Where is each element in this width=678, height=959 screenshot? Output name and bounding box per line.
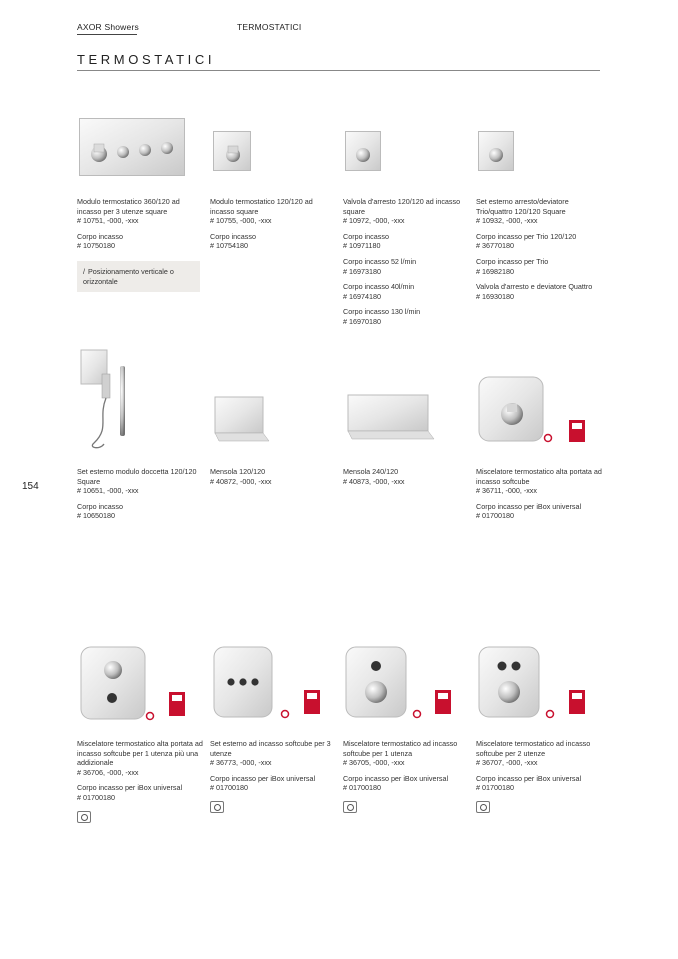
header-section: TERMOSTATICI xyxy=(237,22,302,32)
shower-module-handshower-image xyxy=(80,348,132,452)
part-label: Corpo incasso xyxy=(77,231,123,241)
product-code: # 10932, -000, -xxx xyxy=(476,216,538,226)
part-label: Valvola d'arresto e deviatore Quattro xyxy=(476,282,593,292)
product-40872 xyxy=(210,467,336,486)
product-name: Miscelatore termostatico alta portata ad incasso softcube per 1 utenza più una addizionale xyxy=(77,739,203,768)
product-36711 xyxy=(476,467,602,521)
product-10932 xyxy=(476,197,602,301)
softcube-thermostat-1-plus-1-image xyxy=(80,646,190,724)
trio-quattro-diverter-image xyxy=(478,131,514,171)
product-code: # 36711, -000, -xxx xyxy=(476,486,537,496)
ibox-icon xyxy=(77,811,91,823)
part-label: Corpo incasso per Trio xyxy=(476,256,549,266)
part-code: # 16973180 xyxy=(343,266,381,276)
part-code: # 01700180 xyxy=(343,783,381,793)
product-10751 xyxy=(77,197,203,292)
product-code: # 36705, -000, -xxx xyxy=(343,758,405,768)
product-name: Modulo termostatico 120/120 ad incasso square xyxy=(210,197,313,216)
part-code: # 10971180 xyxy=(343,241,381,251)
part-code: # 01700180 xyxy=(77,792,115,802)
softcube-thermostat-2-outlets-image xyxy=(478,646,588,724)
product-10755 xyxy=(210,197,336,251)
page-title: TERMOSTATICI xyxy=(77,52,216,67)
reddot-award-icon xyxy=(547,711,554,718)
title-divider xyxy=(77,70,600,71)
product-36773 xyxy=(210,739,336,813)
part-code: # 01700180 xyxy=(476,783,514,793)
product-code: # 10755, -000, -xxx xyxy=(210,216,272,226)
product-name: Miscelatore termostatico ad incasso softcube per 2 utenze xyxy=(476,739,591,758)
part-label: Corpo incasso xyxy=(343,231,389,241)
product-code: # 10972, -000, -xxx xyxy=(343,216,405,226)
reddot-award-icon xyxy=(282,711,289,718)
page-number: 154 xyxy=(22,481,39,492)
part-label: Corpo incasso 52 l/min xyxy=(343,256,417,266)
product-name: Miscelatore termostatico ad incasso softcube per 1 utenza xyxy=(343,739,458,758)
part-code: # 36770180 xyxy=(476,241,514,251)
thermostatic-module-120-image xyxy=(213,131,251,171)
reddot-award-icon xyxy=(414,711,421,718)
part-code: # 10650180 xyxy=(77,511,115,521)
product-name: Mensola 240/120 xyxy=(343,467,399,476)
product-10651 xyxy=(77,467,203,521)
part-label: Corpo incasso per iBox universal xyxy=(343,773,449,783)
part-label: Corpo incasso per Trio 120/120 xyxy=(476,231,577,241)
product-name: Set esterno ad incasso softcube per 3 utenze xyxy=(210,739,331,758)
product-40873 xyxy=(343,467,469,486)
mounting-note: / Posizionamento verticale o orizzontale xyxy=(77,261,200,292)
shelf-240-image xyxy=(346,393,436,445)
softcube-thermostat-1-outlet-image xyxy=(345,646,455,724)
product-10972 xyxy=(343,197,469,327)
product-code: # 36773, -000, -xxx xyxy=(210,758,272,768)
part-label: Corpo incasso per iBox universal xyxy=(476,501,582,511)
part-label: Corpo incasso per iBox universal xyxy=(210,773,316,783)
part-code: # 16982180 xyxy=(476,266,514,276)
product-36705 xyxy=(343,739,469,813)
part-code: # 10750180 xyxy=(77,241,115,251)
thermostatic-module-3-outlets-image xyxy=(79,118,185,176)
product-code: # 36706, -000, -xxx xyxy=(77,767,139,777)
shut-off-valve-image xyxy=(345,131,381,171)
part-code: # 16970180 xyxy=(343,316,381,326)
note-text: Posizionamento verticale o orizzontale xyxy=(83,266,174,286)
part-label: Corpo incasso per iBox universal xyxy=(77,783,183,793)
part-code: # 01700180 xyxy=(210,783,248,793)
part-label: Corpo incasso xyxy=(77,501,123,511)
product-36707 xyxy=(476,739,602,813)
part-label: Corpo incasso 130 l/min xyxy=(343,307,421,317)
shelf-120-image xyxy=(213,395,269,445)
product-name: Set esterno arresto/deviatore Trio/quattro 120/120 Square xyxy=(476,197,569,216)
part-label: Corpo incasso per iBox universal xyxy=(476,773,582,783)
ibox-icon xyxy=(343,801,357,813)
product-code: # 40873, -000, -xxx xyxy=(343,476,405,486)
reddot-award-icon xyxy=(545,435,552,442)
product-36706 xyxy=(77,739,203,823)
part-code: # 16974180 xyxy=(343,291,381,301)
product-name: Mensola 120/120 xyxy=(210,467,266,476)
product-code: # 40872, -000, -xxx xyxy=(210,476,272,486)
product-name: Miscelatore termostatico alta portata ad incasso softcube xyxy=(476,467,602,486)
ibox-icon xyxy=(476,801,490,813)
product-code: # 36707, -000, -xxx xyxy=(476,758,538,768)
product-name: Set esterno modulo doccetta 120/120 Square xyxy=(77,467,197,486)
part-code: # 10754180 xyxy=(210,241,248,251)
part-code: # 01700180 xyxy=(476,511,514,521)
header-brand-link[interactable]: AXOR Showers xyxy=(77,22,139,35)
part-label: Corpo incasso 40l/min xyxy=(343,282,415,292)
part-label: Corpo incasso xyxy=(210,231,256,241)
product-code: # 10751, -000, -xxx xyxy=(77,216,139,226)
softcube-high-flow-thermostat-image xyxy=(478,376,588,448)
product-name: Valvola d'arresto 120/120 ad incasso square xyxy=(343,197,461,216)
part-code: # 16930180 xyxy=(476,291,514,301)
ibox-icon xyxy=(210,801,224,813)
product-name: Modulo termostatico 360/120 ad incasso per 3 utenze square xyxy=(77,197,180,216)
reddot-award-icon xyxy=(147,713,154,720)
product-code: # 10651, -000, -xxx xyxy=(77,486,139,496)
softcube-3-outlet-set-image xyxy=(213,646,323,724)
